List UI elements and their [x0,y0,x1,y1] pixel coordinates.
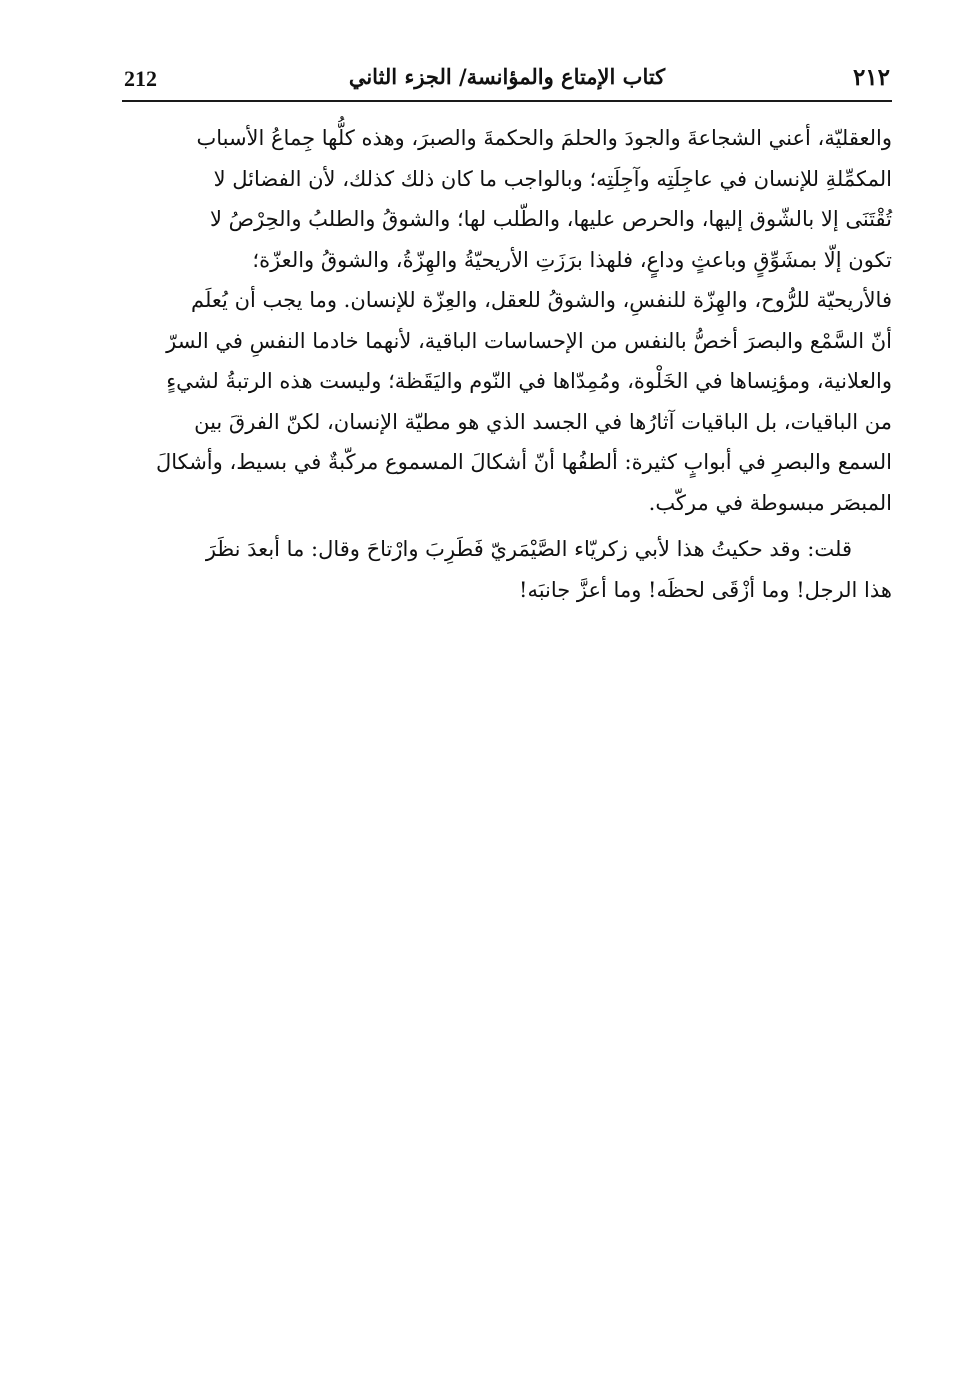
text-line: السمع والبصرِ في أبوابٍ كثيرة: ألطفُها أنّ أشكالَ المسموع مركّبةٌ في بسيط، وأشكالَ [155,450,892,474]
page-header [122,60,892,102]
text-line: تُقْتَنَى إلا بالشّوق إليها، والحرص عليها، والطّلب لها؛ والشوقُ والطلبُ والحِرْصُ لا [209,207,892,231]
paragraph-2 [122,529,892,610]
paragraph-1 [122,118,892,523]
text-line: أنّ السَّمْع والبصرَ أخصُّ بالنفس من الإحساسات الباقية، لأنهما خادما النفسِ في السرّ [166,328,892,353]
page-number-arabic: ٢١٢ [852,64,890,91]
text-line: تكون إلّا بمشَوِّقٍ وباعثٍ وداعٍ، فلهذا برَزَتِ الأريحيّةُ والهِزّةُ، والشوقُ والعزّة؛ [252,247,892,272]
text-line: والعقليّة، أعني الشجاعةَ والجودَ والحلمَ والحكمةَ والصبرَ، وهذه كلُّها جِماعُ الأسباب [196,126,892,150]
running-title: كتاب الإمتاع والمؤانسة/ الجزء الثاني [348,64,666,89]
text-line: من الباقيات، بل الباقيات آثارُها في الجسد الذي هو مطيّة الإنسان، لكنّ الفرقَ بين [194,409,892,434]
text-line: المكمِّلةِ للإنسان في عاجِلَتِه وآجِلَتِه؛ وبالواجب ما كان ذلك كذلك، لأن الفضائل لا [213,166,892,191]
text-line: المبصَر مبسوطة في مركّب. [648,490,892,515]
text-line: فالأريحيّة للرُّوح، والهِزّة للنفسِ، والشوقُ للعقل، والعِزّة للإنسان. وما يجب أن يُعلَم [191,288,892,312]
body-text [122,118,892,610]
text-line: هذا الرجل! وما أزْقَى لحظَه! وما أعزَّ جانبَه! [519,577,892,602]
text-line: والعلانية، ومؤنِساها في الخَلْوة، ومُمِدّاها في النّوم واليَقَظة؛ وليست هذه الرتبةُ لشيءٍ [166,369,892,393]
page-number-latin: 212 [124,66,157,91]
text-line: قلت: وقد حكيتُ هذا لأبي زكريّاء الصَّيْمَريّ فَطَرِبَ وارْتاحَ وقال: ما أبعدَ نظَرَ [205,537,852,561]
